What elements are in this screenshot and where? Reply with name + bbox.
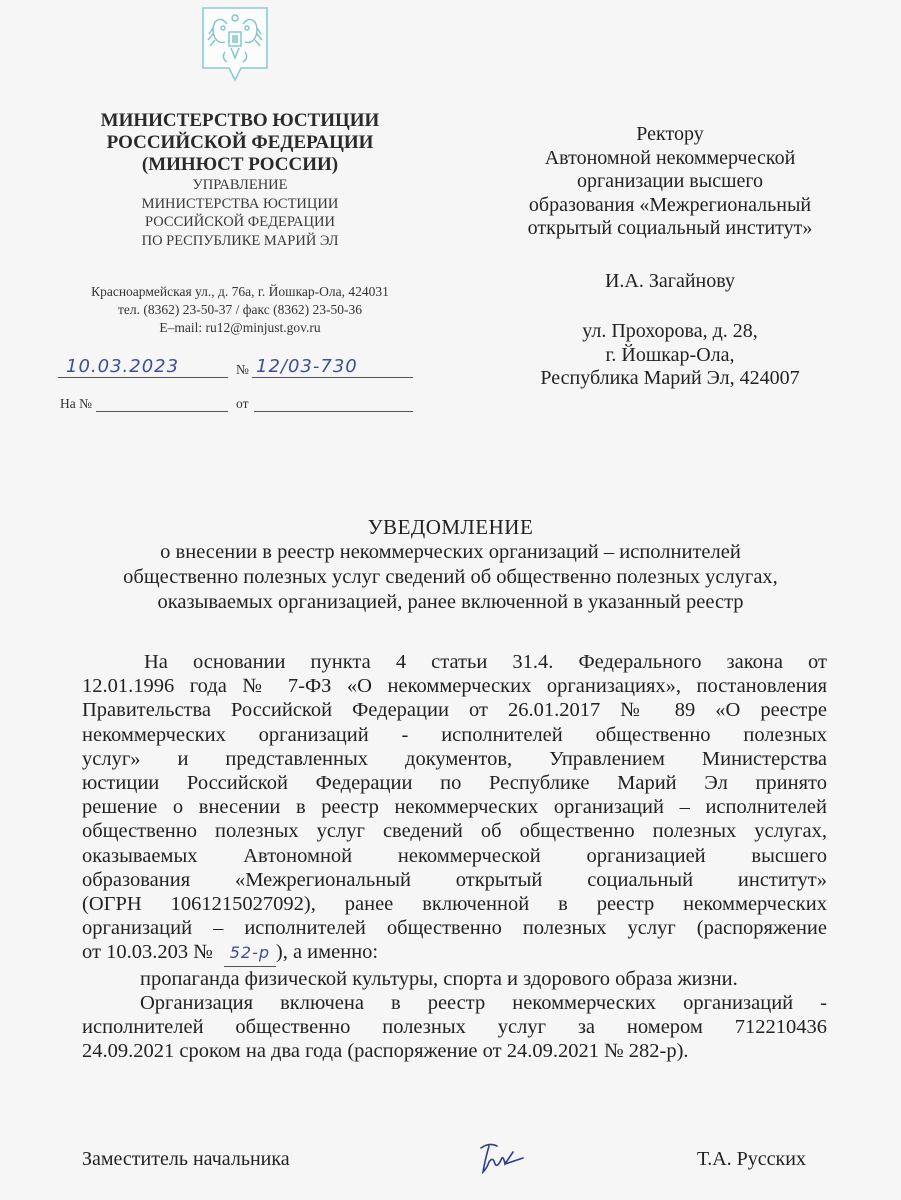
handwritten-signature-icon [475, 1138, 531, 1178]
sender-phone-fax: тел. (8362) 23-50-37 / факс (8362) 23-50-36 [118, 302, 362, 317]
body-line: На основании пункта 4 статьи 31.4. Федерального закона от [144, 651, 827, 673]
title-subtitle-line: о внесении в реестр некоммерческих организаций – исполнителей [160, 541, 741, 563]
addressee-block [495, 123, 845, 391]
body-line: юстиции Российской Федерации по Республике Марий Эл принято [82, 772, 827, 795]
sender-organization [60, 110, 420, 250]
body-line: 24.09.2021 сроком на два года (распоряжение от 24.09.2021 № 282-р). [82, 1040, 689, 1063]
reply-number-label: На № [60, 396, 92, 411]
public-service-item: пропаганда физической культуры, спорта и здорового образа жизни. [140, 967, 738, 990]
addressee-line: организации высшего [576, 170, 764, 192]
body-line: Организация включена в реестр некоммерческих организаций - [140, 991, 827, 1014]
reply-number-underline [96, 411, 228, 412]
document-title [60, 515, 841, 615]
addressee-address-line: ул. Прохорова, д. 28, [582, 320, 758, 342]
title-main: УВЕДОМЛЕНИЕ [367, 515, 534, 539]
signatory-name: Т.А. Русских [697, 1148, 806, 1170]
body-line-order-reference [82, 940, 827, 966]
department-name-line: ПО РЕСПУБЛИКЕ МАРИЙ ЭЛ [141, 232, 339, 249]
coat-of-arms-emblem [201, 6, 269, 82]
addressee-line: образования «Межрегиональный [528, 193, 812, 216]
order-number-handwritten: 52-р [224, 941, 276, 966]
ministry-name-line: РОССИЙСКОЙ ФЕДЕРАЦИИ [106, 132, 374, 153]
department-name-line: МИНИСТЕРСТВА ЮСТИЦИИ [141, 195, 339, 212]
ministry-name-line: (МИНЮСТ РОССИИ) [141, 154, 339, 175]
order-suffix: ), а именно: [275, 941, 379, 964]
department-name-line: РОССИЙСКОЙ ФЕДЕРАЦИИ [145, 214, 335, 230]
ministry-name-line: МИНИСТЕРСТВО ЮСТИЦИИ [100, 110, 380, 131]
body-line: исполнителей общественно полезных услуг за номером 712210436 [82, 1016, 827, 1039]
body-line: организаций – исполнителей общественно полезных услуг (распоряжение [82, 917, 827, 940]
sender-email: E–mail: ru12@minjust.gov.ru [159, 320, 321, 335]
document-body [82, 650, 827, 1063]
body-line: оказываемых Автономной некоммерческой организацией высшего [82, 844, 827, 867]
reply-from-label: от [236, 396, 249, 411]
body-line: общественно полезных услуг сведений об общественно полезных услугах, [82, 820, 827, 843]
addressee-address-line: Республика Марий Эл, 424007 [540, 367, 800, 389]
title-subtitle-line: общественно полезных услуг сведений об общественно полезных услугах, [123, 566, 778, 588]
russian-coat-of-arms-icon [201, 6, 269, 82]
outgoing-number: 12/03-730 [256, 356, 358, 377]
signature-mark [475, 1138, 531, 1183]
outgoing-registration-line [58, 358, 413, 380]
addressee-line: открытый социальный институт» [527, 217, 813, 239]
reply-reference-line [58, 392, 413, 414]
addressee-person: И.А. Загайнову [604, 269, 736, 292]
body-line: решение о внесении в реестр некоммерческих организаций – исполнителей [82, 796, 827, 819]
body-line: некоммерческих организаций - исполнителей общественно полезных [82, 723, 827, 746]
addressee-line: Ректору [636, 123, 704, 145]
body-line: (ОГРН 1061215027092), ранее включенной в реестр некоммерческих [82, 893, 827, 916]
addressee-address-line: г. Йошкар-Ола, [605, 343, 735, 366]
signatory-role: Заместитель начальника [82, 1148, 290, 1170]
title-subtitle-line: оказываемых организацией, ранее включенной в указанный реестр [157, 591, 744, 613]
sender-contacts [55, 283, 425, 337]
number-underline [252, 377, 413, 378]
date-underline [58, 377, 228, 378]
department-name-line: УПРАВЛЕНИЕ [192, 177, 288, 193]
body-line: Правительства Российской Федерации от 26.01.2017 № 89 «О реестре [82, 699, 827, 722]
number-label: № [236, 362, 249, 377]
sender-address: Красноармейская ул., д. 76а, г. Йошкар-Ола, 424031 [91, 284, 389, 299]
addressee-line: Автономной некоммерческой [544, 146, 796, 169]
body-line: 12.01.1996 года № 7-ФЗ «О некоммерческих организациях», постановления [82, 675, 827, 698]
body-line: образования «Межрегиональный открытый социальный институт» [82, 868, 827, 891]
order-prefix: от 10.03.203 № [82, 941, 213, 964]
reply-date-underline [254, 411, 413, 412]
outgoing-date: 10.03.2023 [66, 356, 180, 377]
body-line: услуг» и представленных документов, Управлением Министерства [82, 747, 827, 770]
